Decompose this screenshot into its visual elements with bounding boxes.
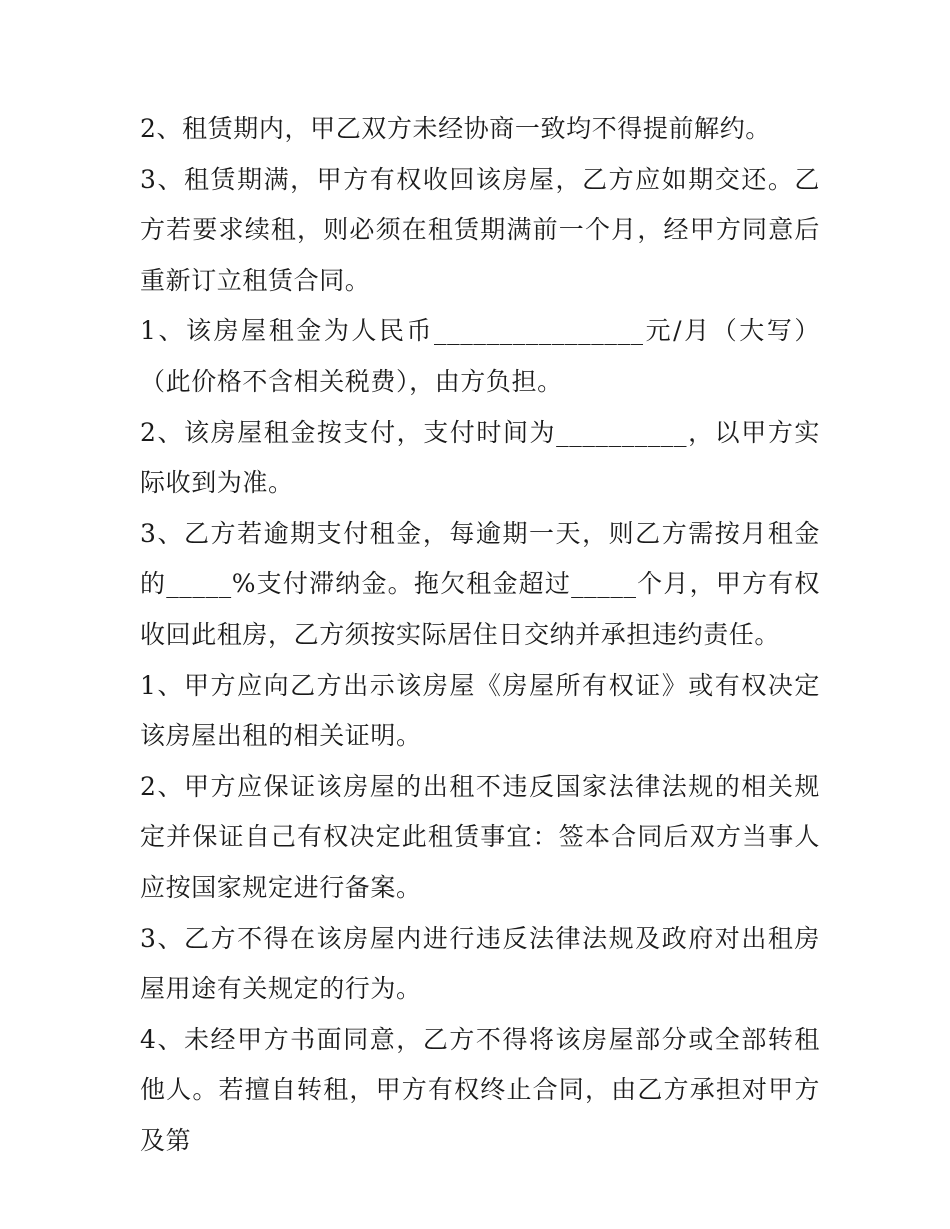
clause-paragraph: 1、甲方应向乙方出示该房屋《房屋所有权证》或有权决定该房屋出租的相关证明。	[140, 670, 820, 751]
clause-paragraph: 2、甲方应保证该房屋的出租不违反国家法律法规的相关规定并保证自己有权决定此租赁事宜：签本合同后双方当事人应按国家规定进行备案。	[140, 771, 820, 902]
clause-paragraph: 3、乙方若逾期支付租金，每逾期一天，则乙方需按月租金的_____%支付滞纳金。拖欠租金超过_____个月，甲方有权收回此租房，乙方须按实际居住日交纳并承担违约责任。	[140, 518, 820, 649]
document-body	[140, 104, 820, 1166]
clause-paragraph: 2、该房屋租金按支付，支付时间为__________，以甲方实际收到为准。	[140, 417, 820, 498]
clause-paragraph: 3、租赁期满，甲方有权收回该房屋，乙方应如期交还。乙方若要求续租，则必须在租赁期满前一个月，经甲方同意后重新订立租赁合同。	[140, 164, 820, 295]
clause-paragraph: 3、乙方不得在该房屋内进行违反法律法规及政府对出租房屋用途有关规定的行为。	[140, 923, 820, 1004]
clause-paragraph: 4、未经甲方书面同意，乙方不得将该房屋部分或全部转租他人。若擅自转租，甲方有权终止合同，由乙方承担对甲方及第	[140, 1024, 820, 1155]
clause-paragraph: 1、该房屋租金为人民币________________元/月（大写）（此价格不含相关税费），由方负担。	[140, 316, 820, 396]
clause-paragraph: 2、租赁期内，甲乙双方未经协商一致均不得提前解约。	[140, 114, 771, 143]
